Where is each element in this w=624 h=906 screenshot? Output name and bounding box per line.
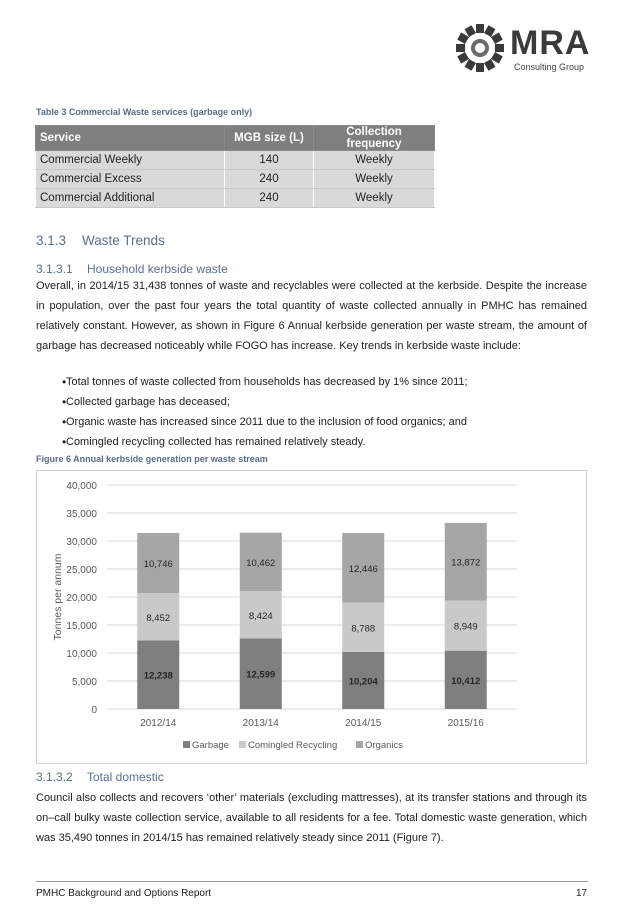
y-tick-label: 5,000 [71,677,97,688]
table-header-cell: MGB size (L) [225,126,314,151]
section-number: 3.1.3 [36,233,67,248]
data-label: 8,424 [248,610,273,622]
data-label: 10,412 [451,675,481,687]
table-cell: Weekly [314,151,435,170]
x-tick-label: 2013/14 [242,718,279,729]
y-tick-label: 35,000 [66,509,97,520]
table-row [36,189,435,208]
table-cell: Commercial Weekly [36,151,225,170]
x-tick-label: 2014/15 [345,718,382,729]
kerbside-chart [36,470,587,764]
logo-subtitle: Consulting Group [514,62,585,72]
kerbside-chart-svg [37,471,586,763]
mra-logo-mark-icon [454,22,506,74]
footer-divider [36,881,588,882]
data-label: 8,452 [146,612,171,624]
commercial-waste-table [35,125,435,208]
bullet-list [36,372,468,452]
data-label: 10,746 [143,559,173,571]
table-cell: Commercial Additional [36,189,225,208]
list-item: • Total tonnes of waste collected from households has decreased by 1% since 2011; [36,372,468,392]
table-row [36,170,435,189]
paragraph: Council also collects and recovers ‘other’ materials (excluding mattresses), at its transfer stations and through its on–call bulky waste collection service, available to all residents for a fee. Total domestic waste generation, which was 35,490 tonnes in 2014/15 has remained relatively steady since 2011 (Figure 7). [36,792,587,844]
list-item: • Comingled recycling collected has remained relatively steady. [36,432,468,452]
table-cell: Weekly [314,170,435,189]
list-item: • Collected garbage has deceased; [36,392,468,412]
legend-label: Comingled Recycling [248,740,338,751]
table-header-cell: Service [36,126,225,151]
legend-label: Organics [365,740,404,751]
table-header-cell: Collection frequency [314,126,435,151]
footer-title: PMHC Background and Options Report [36,888,212,899]
y-tick-label: 30,000 [66,537,97,548]
y-tick-label: 15,000 [66,621,97,632]
table-caption: Table 3 Commercial Waste services (garbage only) [36,107,253,117]
subsection-title: Household kerbside waste [87,262,228,276]
table-cell: Weekly [314,189,435,208]
y-tick-label: 25,000 [66,565,97,576]
data-label: 8,788 [351,623,376,635]
list-item: • Organic waste has increased since 2011 due to the inclusion of food organics; and [36,412,468,432]
paragraph: Overall, in 2014/15 31,438 tonnes of waste and recyclables were collected at the kerbside. Despite the increase in population, over the past four years the total quantity of waste collected annually in PMHC has remained relatively constant. However, as shown in Figure 6 Annual kerbside generation per waste stream, the amount of garbage has decreased noticeably while FOGO has increase. Key trends in kerbside waste include: [36,280,587,352]
y-tick-label: 20,000 [66,593,97,604]
table-cell: 240 [225,189,314,208]
data-label: 10,204 [348,676,378,688]
y-tick-label: 40,000 [66,481,97,492]
mra-logo [454,22,594,78]
data-label: 10,462 [246,557,276,569]
legend-swatch [239,741,246,748]
x-tick-label: 2015/16 [447,718,484,729]
data-label: 8,949 [453,621,478,633]
subsection-number: 3.1.3.2 [36,770,73,784]
data-label: 12,446 [348,563,378,575]
subsection-heading [36,770,164,784]
x-tick-label: 2012/14 [140,718,177,729]
table-header-row [36,126,435,151]
data-label: 12,238 [143,670,173,682]
y-tick-label: 0 [91,705,97,716]
subsection-number: 3.1.3.1 [36,262,73,276]
y-tick-label: 10,000 [66,649,97,660]
section-heading [36,233,165,248]
data-label: 13,872 [451,557,481,569]
table-cell: 140 [225,151,314,170]
y-axis-label: Tonnes per annum [52,553,64,641]
subsection-title: Total domestic [87,770,164,784]
page-number: 17 [576,888,588,899]
logo-name: MRA [510,24,591,62]
legend-swatch [183,741,190,748]
legend-label: Garbage [192,740,229,751]
table-cell: 240 [225,170,314,189]
table-cell: Commercial Excess [36,170,225,189]
section-title: Waste Trends [82,233,165,248]
figure-caption: Figure 6 Annual kerbside generation per waste stream [36,454,268,464]
subsection-heading [36,262,228,276]
data-label: 12,599 [246,669,276,681]
legend-swatch [356,741,363,748]
table-row [36,151,435,170]
